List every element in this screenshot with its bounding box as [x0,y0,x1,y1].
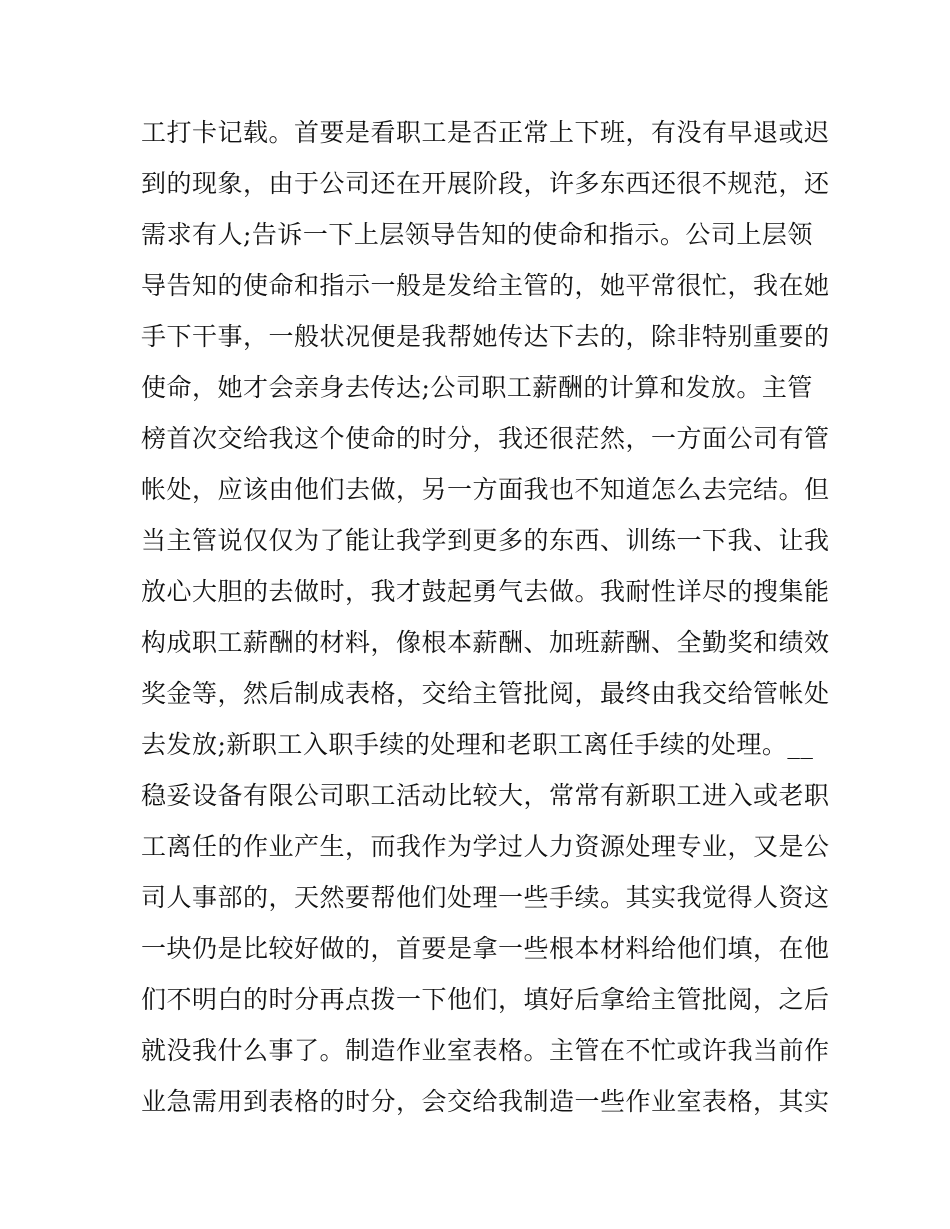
text-line: 构成职工薪酬的材料，像根本薪酬、加班薪酬、全勤奖和绩效 [141,628,830,657]
text-line: 奖金等，然后制成表格，交给主管批阅，最终由我交给管帐处 [141,679,830,708]
text-line: 导告知的使命和指示一般是发给主管的，她平常很忙，我在她 [141,271,830,300]
text-line: 帐处，应该由他们去做，另一方面我也不知道怎么去完结。但 [141,475,830,504]
text-line: 司人事部的，天然要帮他们处理一些手续。其实我觉得人资这 [141,883,830,912]
text-line: 当主管说仅仅为了能让我学到更多的东西、训练一下我、让我 [141,526,830,555]
text-line: 到的现象，由于公司还在开展阶段，许多东西还很不规范，还 [141,169,830,198]
text-line: 一块仍是比较好做的，首要是拿一些根本材料给他们填，在他 [141,934,830,963]
text-line: 需求有人;告诉一下上层领导告知的使命和指示。公司上层领 [141,220,813,249]
text-line: 稳妥设备有限公司职工活动比较大，常常有新职工进入或老职 [141,781,830,810]
text-line: 工打卡记载。首要是看职工是否正常上下班，有没有早退或迟 [141,118,830,147]
text-line: 使命，她才会亲身去传达;公司职工薪酬的计算和发放。主管 [141,373,813,402]
text-line: 榜首次交给我这个使命的时分，我还很茫然，一方面公司有管 [141,424,830,453]
body-text [141,107,830,1127]
text-line: 们不明白的时分再点拨一下他们，填好后拿给主管批阅，之后 [141,985,830,1014]
text-line: 业急需用到表格的时分，会交给我制造一些作业室表格，其实 [141,1087,830,1116]
text-line: 手下干事，一般状况便是我帮她传达下去的，除非特别重要的 [141,322,830,351]
text-line: 去发放;新职工入职手续的处理和老职工离任手续的处理。__ [141,730,814,759]
text-line: 就没我什么事了。制造作业室表格。主管在不忙或许我当前作 [141,1036,830,1065]
text-line: 放心大胆的去做时，我才鼓起勇气去做。我耐性详尽的搜集能 [141,577,830,606]
text-line: 工离任的作业产生，而我作为学过人力资源处理专业，又是公 [141,832,830,861]
